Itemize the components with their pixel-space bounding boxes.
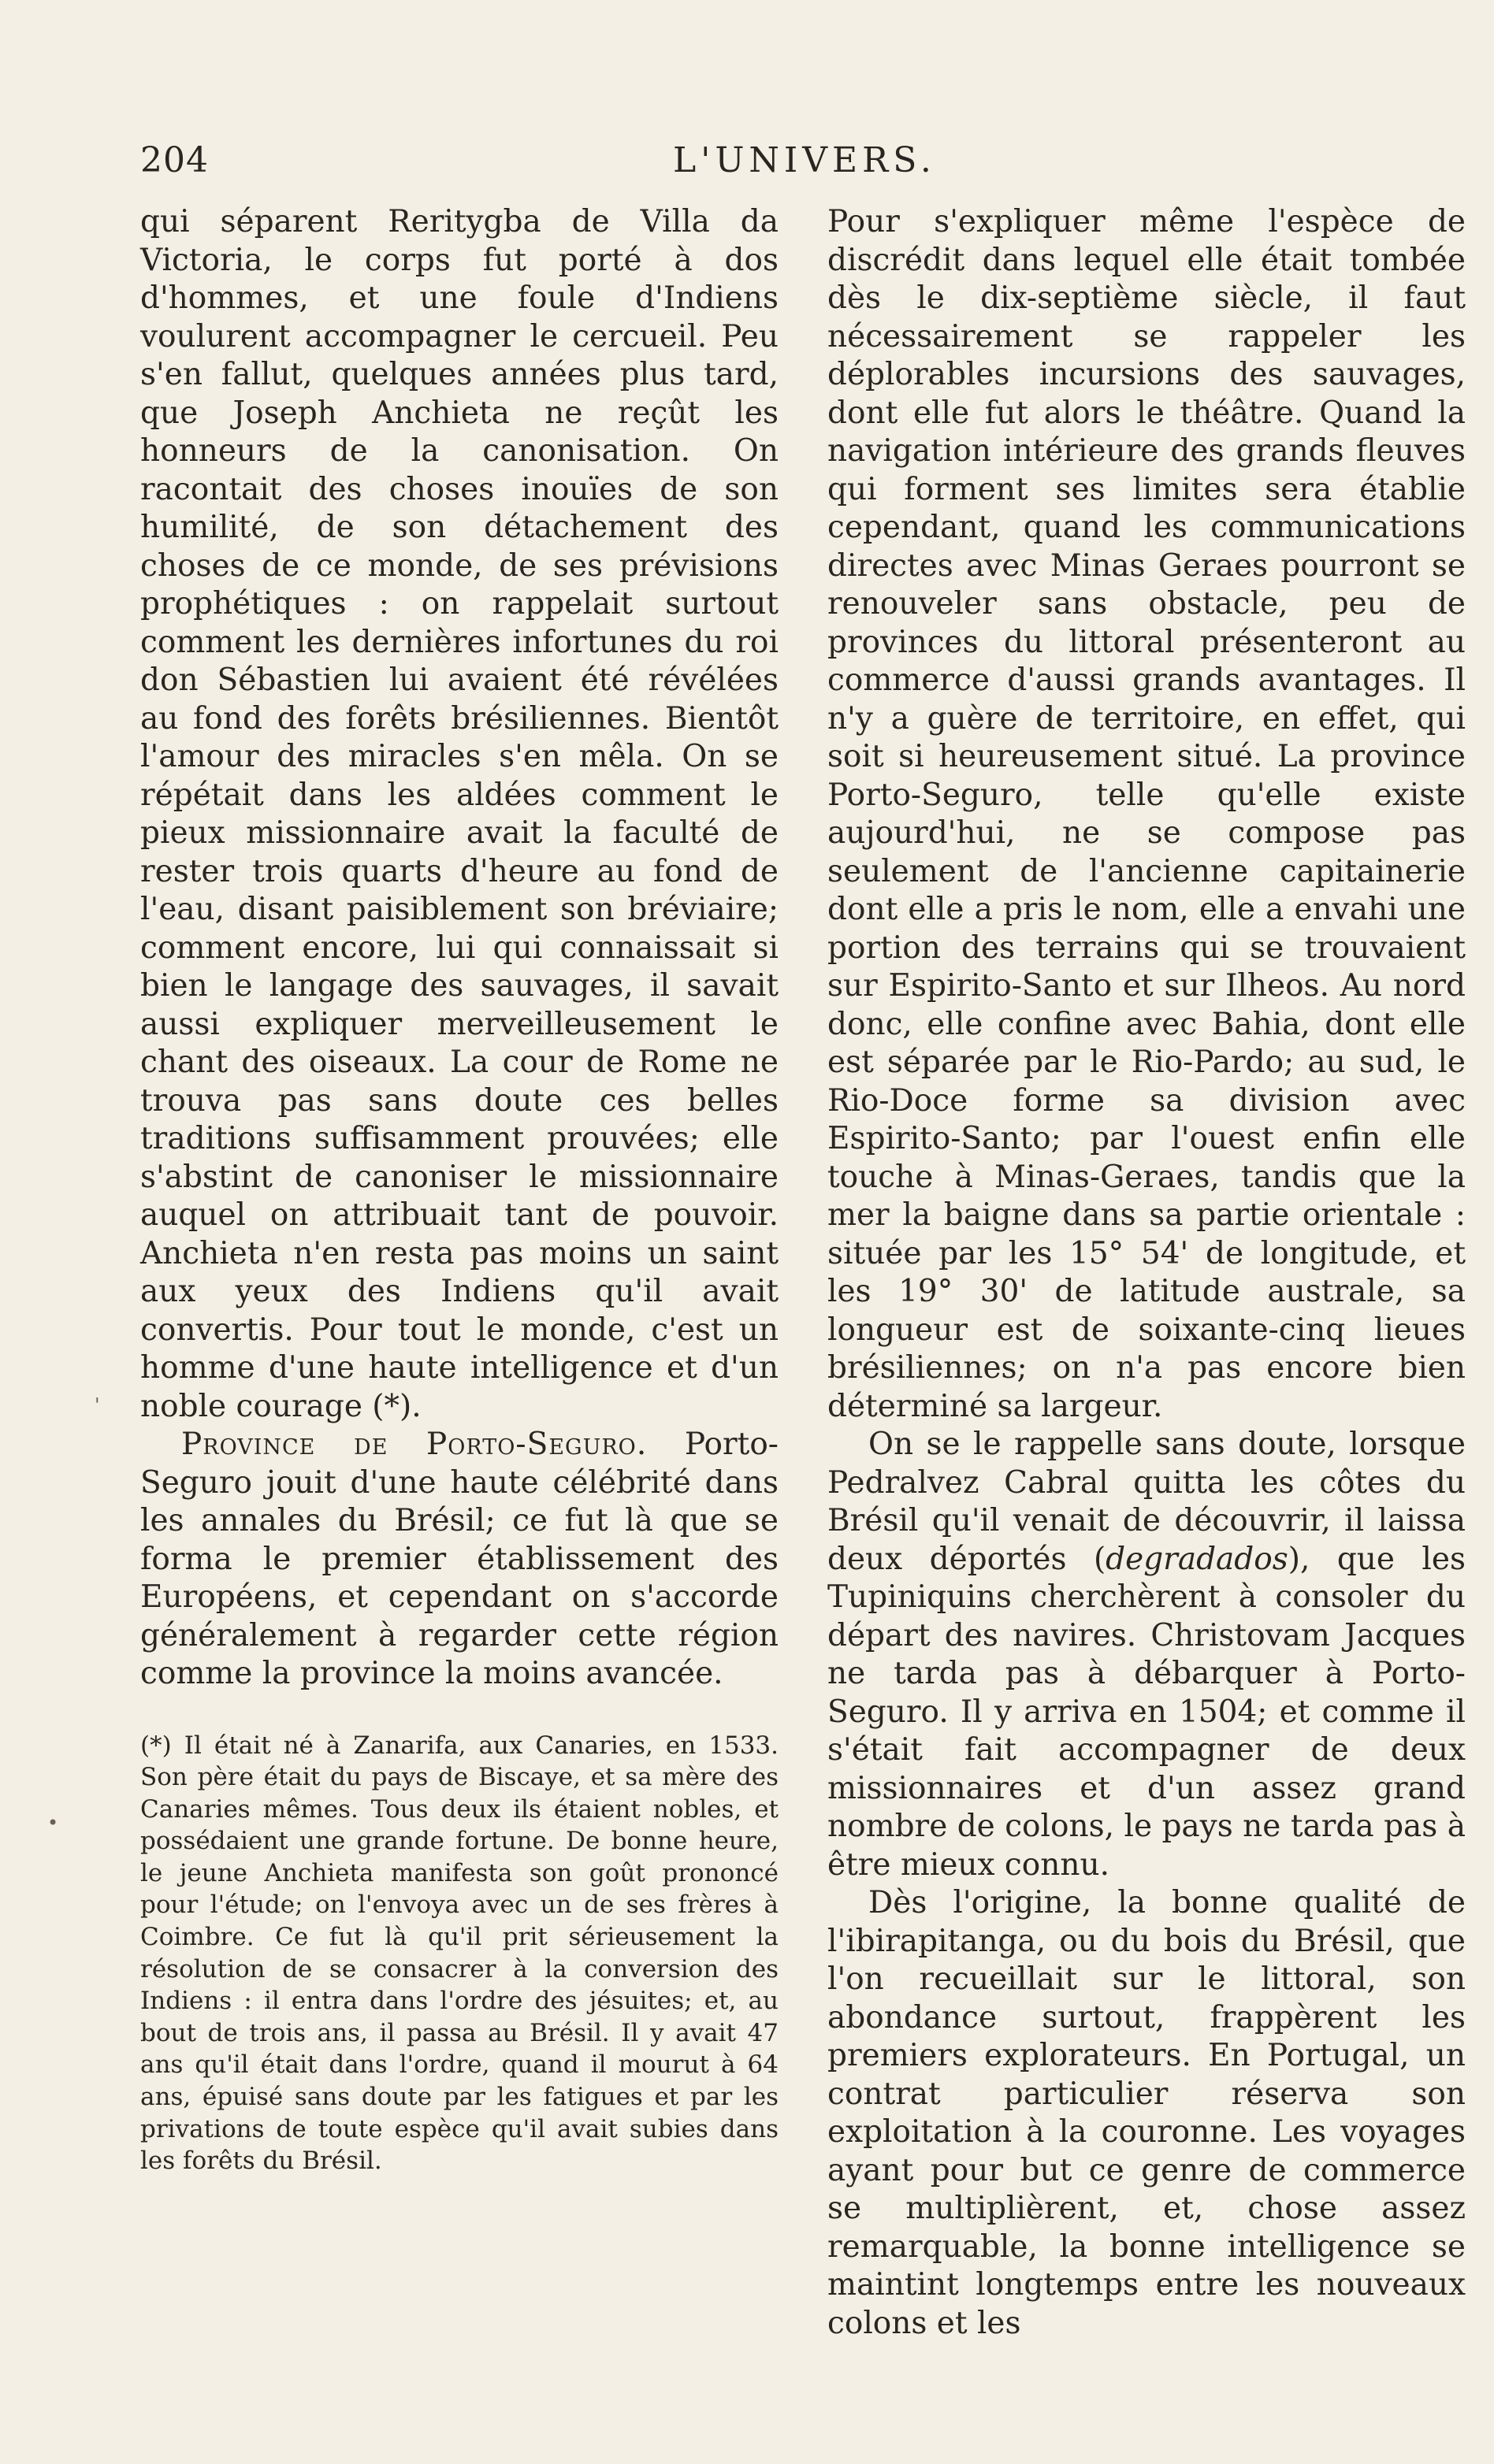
paragraph: qui séparent Reritygba de Villa da Victoria, le corps fut porté à dos d'hommes, et une foule d'Indiens voulurent accompagner le cercueil. Peu s'en fallut, quelques années plus tard, que Joseph Anchieta ne reçût les honneurs de la canonisation. On racontait des choses inouïes de son humilité, de son détachement des choses de ce monde, de ses prévisions prophétiques : on rappelait surtout comment les dernières infortunes du roi don Sébastien lui avaient été révélées au fond des forêts brésiliennes. Bientôt l'amour des miracles s'en mêla. On se répétait dans les aldées comment le pieux missionnaire avait la faculté de rester trois quarts d'heure au fond de l'eau, disant paisiblement son bréviaire; comment encore, lui qui connaissait si bien le langage des sauvages, il savait aussi expliquer merveilleusement le chant des oiseaux. La cour de Rome ne trouva pas sans doute ces belles traditions suffisamment prouvées; elle s'abstint de canoniser le missionnaire auquel on attribuait tant de pouvoir. Anchieta n'en resta pas moins un saint aux yeux des Indiens qu'il avait convertis. Pour tout le monde, c'est un homme d'une haute intelligence et d'un noble courage (*).: [140, 204, 779, 1424]
running-title: L'UNIVERS.: [673, 140, 936, 180]
italic-term: degradados: [1106, 1541, 1288, 1577]
paragraph-text: ), que les Tupiniquins cherchèrent à consoler du départ des navires. Christovam Jacques ne tarda pas à débarquer à Porto-Seguro. Il y arriva en 1504; et comme il s'était fait accompagner de deux missionnaires et d'un assez grand nombre de colons, le pays ne tarda pas à être mieux connu.: [827, 1541, 1466, 1883]
page-header: [140, 140, 1480, 184]
margin-mark: ': [95, 1394, 100, 1416]
footnote: (*) Il était né à Zanarifa, aux Canaries, en 1533. Son père était du pays de Biscaye, et sa mère des Canaries mêmes. Tous deux ils étaient nobles, et possédaient une grande fortune. De bonne heure, le jeune Anchieta manifesta son goût prononcé pour l'étude; on l'envoya avec un de ses frères à Coimbre. Ce fut là qu'il prit sérieusement la résolution de se consacrer à la conversion des Indiens : il entra dans l'ordre des jésuites; et, au bout de trois ans, il passa au Brésil. Il y avait 47 ans qu'il était dans l'ordre, quand il mourut à 64 ans, épuisé sans doute par les fatigues et par les privations de toute espèce qu'il avait subies dans les forêts du Brésil.: [140, 1731, 779, 2176]
margin-mark: •: [47, 1812, 59, 1834]
paragraph: Dès l'origine, la bonne qualité de l'ibirapitanga, ou du bois du Brésil, que l'on recueillait sur le littoral, son abondance surtout, frappèrent les premiers explorateurs. En Portugal, un contrat particulier réserva son exploitation à la couronne. Les voyages ayant pour but ce genre de commerce se multiplièrent, et, chose assez remarquable, la bonne intelligence se maintint longtemps entre les nouveaux colons et les: [827, 1885, 1466, 2341]
right-column: [827, 203, 1466, 2343]
section-heading: Province de Porto-Seguro.: [181, 1427, 648, 1462]
page-number: 204: [140, 140, 209, 180]
paragraph: [827, 1426, 1466, 1884]
paragraph: [140, 1426, 779, 1694]
paragraph: Pour s'expliquer même l'espèce de discrédit dans lequel elle était tombée dès le dix-septième siècle, il faut nécessairement se rappeler les déplorables incursions des sauvages, dont elle fut alors le théâtre. Quand la navigation intérieure des grands fleuves qui forment ses limites sera établie cependant, quand les communications directes avec Minas Geraes pourront se renouveler sans obstacle, peu de provinces du littoral présenteront au commerce d'aussi grands avantages. Il n'y a guère de territoire, en effet, qui soit si heureusement situé. La province Porto-Seguro, telle qu'elle existe aujourd'hui, ne se compose pas seulement de l'ancienne capitainerie dont elle a pris le nom, elle a envahi une portion des terrains qui se trouvaient sur Espirito-Santo et sur Ilheos. Au nord donc, elle confine avec Bahia, dont elle est séparée par le Rio-Pardo; au sud, le Rio-Doce forme sa division avec Espirito-Santo; par l'ouest enfin elle touche à Minas-Geraes, tandis que la mer la baigne dans sa partie orientale : située par les 15° 54' de longitude, et les 19° 30' de latitude australe, sa longueur est de soixante-cinq lieues brésiliennes; on n'a pas encore bien déterminé sa largeur.: [827, 204, 1466, 1424]
paragraph-text: Porto-Seguro jouit d'une haute célébrité dans les annales du Brésil; ce fut là que se forma le premier établissement des Européens, et cependant on s'accorde généralement à regarder cette région comme la province la moins avancée.: [140, 1427, 779, 1691]
paragraph-text: On se le rappelle sans doute, lorsque Pedralvez Cabral quitta les côtes du Brésil qu'il venait de découvrir, il laissa deux déportés (: [827, 1427, 1466, 1577]
left-column: [140, 203, 779, 2177]
